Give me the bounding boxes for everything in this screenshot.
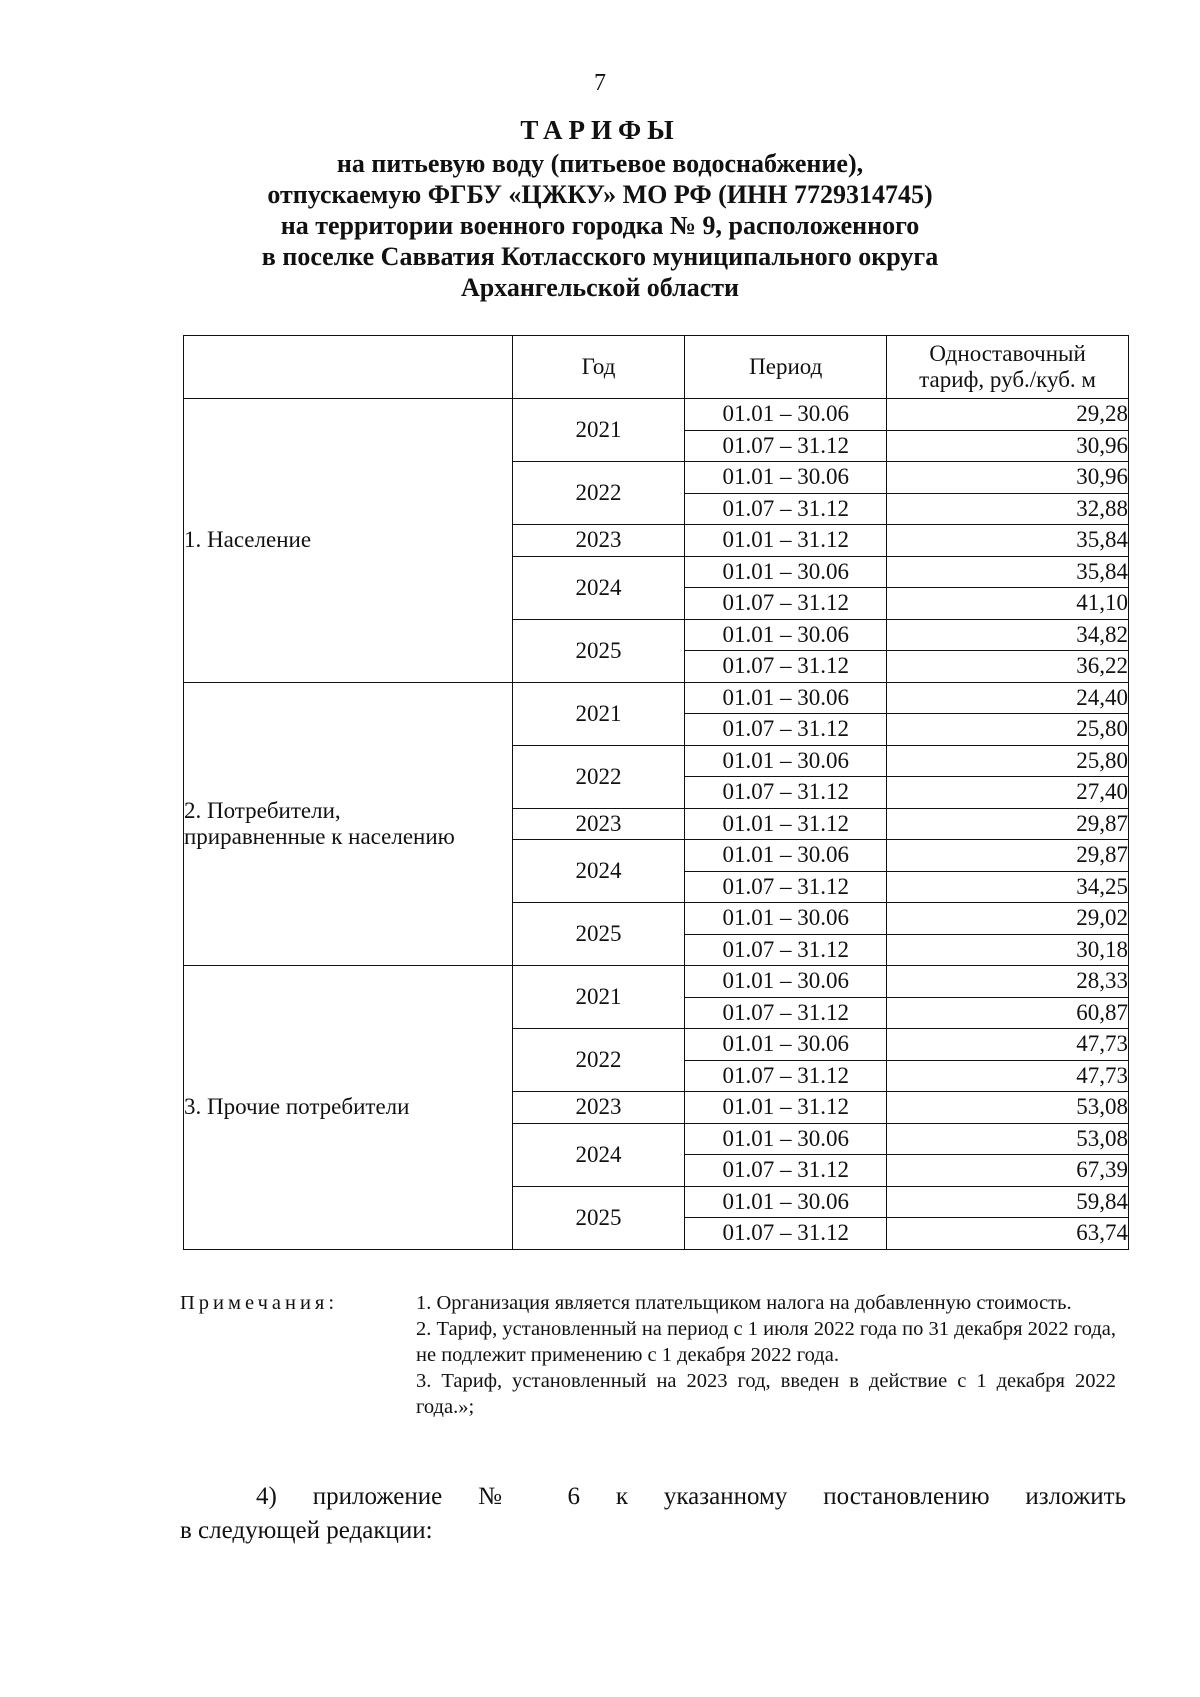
period-cell: 01.01 – 30.06 [685, 399, 887, 431]
period-cell: 01.07 – 31.12 [685, 430, 887, 462]
table-row [184, 966, 1129, 998]
note-item: 3. Тариф, установленный на 2023 год, введен в действие с 1 декабря 2022 года.»; [416, 1370, 1116, 1418]
tariff-value-cell: 36,22 [887, 651, 1129, 683]
period-cell: 01.07 – 31.12 [685, 651, 887, 683]
tariff-value-cell: 25,80 [887, 745, 1129, 777]
period-cell: 01.07 – 31.12 [685, 714, 887, 746]
header-year: Год [512, 336, 685, 399]
period-cell: 01.01 – 31.12 [685, 1092, 887, 1124]
year-cell: 2025 [512, 619, 685, 682]
tariff-value-cell: 28,33 [887, 966, 1129, 998]
period-cell: 01.01 – 30.06 [685, 1123, 887, 1155]
period-cell: 01.07 – 31.12 [685, 1155, 887, 1187]
year-cell: 2024 [512, 1123, 685, 1186]
period-cell: 01.07 – 31.12 [685, 777, 887, 809]
period-cell: 01.01 – 30.06 [685, 1186, 887, 1218]
period-cell: 01.07 – 31.12 [685, 1060, 887, 1092]
period-cell: 01.01 – 31.12 [685, 525, 887, 557]
tariff-value-cell: 60,87 [887, 997, 1129, 1029]
tariff-table-body [184, 399, 1129, 1250]
notes-label: Примечания: [180, 1292, 339, 1314]
year-cell: 2023 [512, 525, 685, 557]
tariff-value-cell: 47,73 [887, 1060, 1129, 1092]
subtitle-line: на территории военного городка № 9, расположенного [280, 211, 920, 240]
tariff-table [183, 335, 1129, 1250]
year-cell: 2022 [512, 1029, 685, 1092]
period-cell: 01.01 – 30.06 [685, 966, 887, 998]
period-cell: 01.07 – 31.12 [685, 1218, 887, 1250]
tariff-value-cell: 30,96 [887, 430, 1129, 462]
subtitle-line: в поселке Савватия Котласского муниципального округа [261, 242, 939, 271]
tariff-value-cell: 53,08 [887, 1123, 1129, 1155]
tariff-value-cell: 29,28 [887, 399, 1129, 431]
subtitle-line: отпускаемую ФГБУ «ЦЖКУ» МО РФ (ИНН 7729314745) [267, 180, 933, 209]
year-cell: 2023 [512, 1092, 685, 1124]
tariff-value-cell: 29,87 [887, 808, 1129, 840]
tariff-value-cell: 34,82 [887, 619, 1129, 651]
year-cell: 2025 [512, 1186, 685, 1249]
year-cell: 2021 [512, 966, 685, 1029]
header-tariff-line1: Одноставочный [929, 341, 1086, 366]
period-cell: 01.07 – 31.12 [685, 871, 887, 903]
year-cell: 2024 [512, 556, 685, 619]
period-cell: 01.07 – 31.12 [685, 493, 887, 525]
period-cell: 01.01 – 30.06 [685, 462, 887, 494]
year-cell: 2021 [512, 682, 685, 745]
year-cell: 2022 [512, 745, 685, 808]
period-cell: 01.07 – 31.12 [685, 934, 887, 966]
tariff-value-cell: 32,88 [887, 493, 1129, 525]
tariff-value-cell: 47,73 [887, 1029, 1129, 1061]
period-cell: 01.01 – 30.06 [685, 840, 887, 872]
header-category [184, 336, 513, 399]
period-cell: 01.01 – 30.06 [685, 556, 887, 588]
page-number: 7 [594, 70, 606, 96]
tariff-value-cell: 59,84 [887, 1186, 1129, 1218]
tariff-value-cell: 35,84 [887, 525, 1129, 557]
tariff-value-cell: 41,10 [887, 588, 1129, 620]
period-cell: 01.07 – 31.12 [685, 588, 887, 620]
category-name-line: 2. Потребители, [184, 797, 341, 823]
category-name-line: 3. Прочие потребители [184, 1094, 410, 1120]
period-cell: 01.01 – 30.06 [685, 682, 887, 714]
tariff-value-cell: 30,18 [887, 934, 1129, 966]
tariff-value-cell: 24,40 [887, 682, 1129, 714]
table-header-row [184, 336, 1129, 399]
note-item: 2. Тариф, установленный на период с 1 июля 2022 года по 31 декабря 2022 года, не подлежит применению с 1 декабря 2022 года. [416, 1318, 1116, 1366]
tariff-value-cell: 35,84 [887, 556, 1129, 588]
title-block [120, 112, 1080, 303]
year-cell: 2024 [512, 840, 685, 903]
category-name-line: 1. Население [184, 527, 312, 553]
year-cell: 2022 [512, 462, 685, 525]
tariff-value-cell: 30,96 [887, 462, 1129, 494]
year-cell: 2021 [512, 399, 685, 462]
period-cell: 01.07 – 31.12 [685, 997, 887, 1029]
period-cell: 01.01 – 30.06 [685, 1029, 887, 1061]
header-tariff [887, 336, 1129, 399]
header-tariff-line2: тариф, руб./куб. м [919, 367, 1096, 392]
year-cell: 2023 [512, 808, 685, 840]
closing-line-2: в следующей редакции: [180, 1517, 433, 1544]
subtitle-line: на питьевую воду (питьевое водоснабжение), [336, 149, 864, 178]
closing-paragraph [180, 1480, 1126, 1548]
period-cell: 01.01 – 31.12 [685, 808, 887, 840]
period-cell: 01.01 – 30.06 [685, 619, 887, 651]
tariff-value-cell: 29,02 [887, 903, 1129, 935]
note-item: 1. Организация является плательщиком налога на добавленную стоимость. [416, 1292, 1072, 1314]
tariff-value-cell: 34,25 [887, 871, 1129, 903]
year-cell: 2025 [512, 903, 685, 966]
period-cell: 01.01 – 30.06 [685, 903, 887, 935]
document-title: ТАРИФЫ [520, 115, 680, 145]
tariff-value-cell: 25,80 [887, 714, 1129, 746]
tariff-value-cell: 27,40 [887, 777, 1129, 809]
table-row [184, 399, 1129, 431]
period-cell: 01.01 – 30.06 [685, 745, 887, 777]
tariff-value-cell: 67,39 [887, 1155, 1129, 1187]
category-cell [184, 682, 513, 966]
notes-list [416, 1290, 1116, 1420]
subtitle-line: Архангельской области [460, 273, 740, 302]
tariff-value-cell: 63,74 [887, 1218, 1129, 1250]
table-row [184, 682, 1129, 714]
tariff-value-cell: 53,08 [887, 1092, 1129, 1124]
category-name-line: приравненные к населению [184, 823, 455, 849]
category-cell [184, 399, 513, 683]
tariff-value-cell: 29,87 [887, 840, 1129, 872]
closing-line-1: 4) приложение № 6 к указанному постановлению изложить [256, 1483, 1126, 1510]
category-cell [184, 966, 513, 1250]
header-period: Период [685, 336, 887, 399]
